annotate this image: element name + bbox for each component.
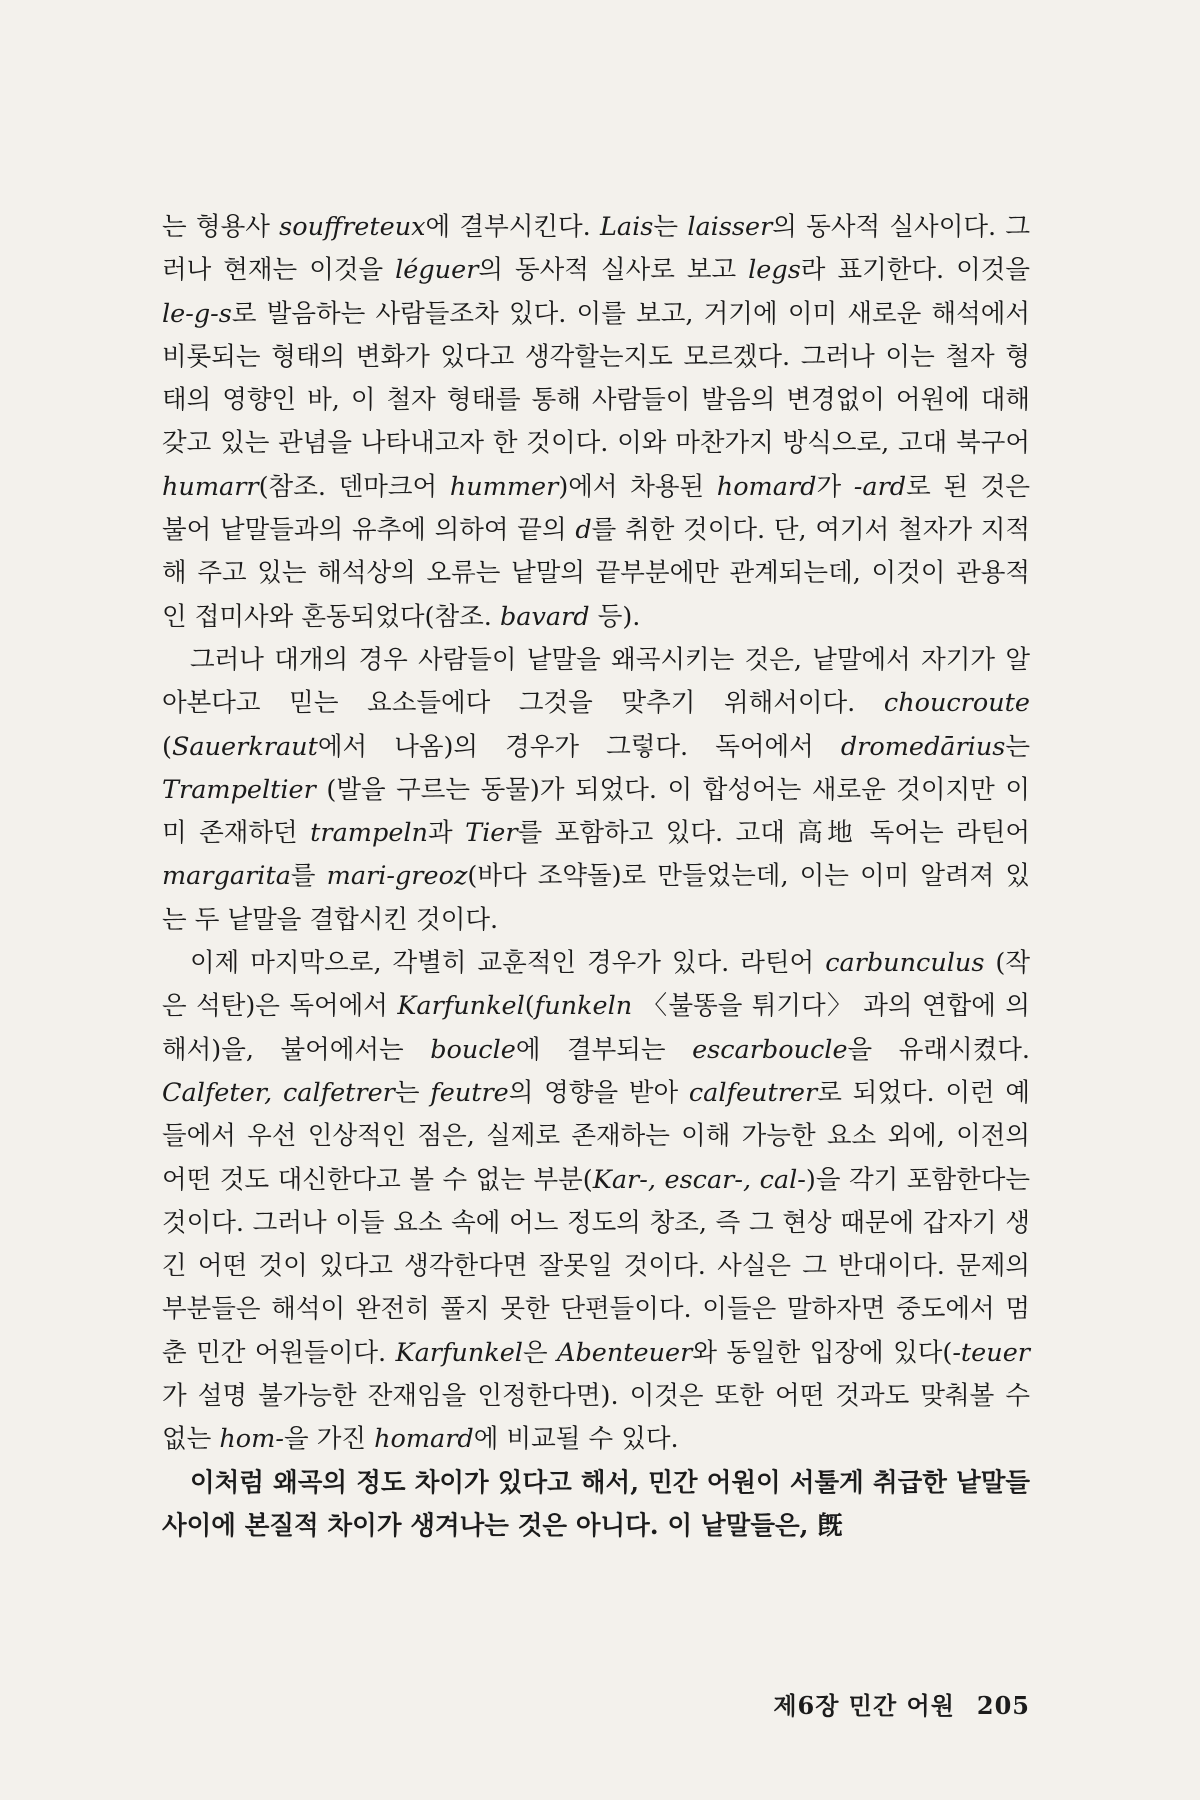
italic-term: Karfunkel — [395, 1337, 523, 1368]
text-run: 을 가진 — [283, 1424, 375, 1455]
text-run: 의 동사적 실사이다. 그러나 현재는 이것을 — [162, 212, 1030, 286]
text-run: (참조. 덴마크어 — [258, 471, 450, 502]
italic-term: legs — [748, 255, 801, 286]
italic-term: Calfeter, calfetrer — [162, 1077, 395, 1108]
text-run: 는 — [1005, 731, 1030, 762]
italic-term: bavard — [499, 601, 590, 632]
italic-term: souffreteux — [279, 212, 426, 242]
italic-term: dromedārius — [840, 731, 1006, 762]
italic-term: carbunculus — [825, 948, 985, 979]
text-run: 에 결부시킨다. — [425, 212, 600, 242]
body-paragraph — [162, 1462, 1030, 1549]
italic-term: calfeutrer — [688, 1077, 818, 1108]
italic-term: Kar-, escar-, cal- — [592, 1164, 806, 1195]
text-run: 는 — [653, 212, 688, 242]
italic-term: hummer — [449, 471, 559, 502]
text-run: (작은 석탄)은 독어에서 — [162, 948, 1030, 1022]
text-run: 에서 나옴)의 경우가 그렇다. 독어에서 — [317, 731, 841, 762]
italic-term: Sauerkraut — [171, 731, 318, 762]
italic-term: le-g-s — [162, 298, 232, 329]
text-run: 라 표기한다. 이것을 — [800, 255, 1030, 286]
text-run: 로 되었다. 이런 예들에서 우선 인상적인 점은, 실제로 존재하는 이해 가능한 요소 외에, 이전의 어떤 것도 대신한다고 볼 수 없는 부분( — [162, 1077, 1031, 1195]
text-run: 에 결부되는 — [515, 1034, 693, 1065]
text-run: 를 취한 것이다. 단, 여기서 철자가 지적해 주고 있는 해석상의 오류는 낱말의 끝부분에만 관계되는데, 이것이 관용적인 접미사와 혼동되었다(참조. — [162, 515, 1030, 632]
italic-term: mari-greoz — [326, 861, 468, 892]
italic-term: trampeln — [310, 818, 428, 849]
italic-term: Lais — [600, 212, 654, 242]
body-paragraph — [162, 639, 1030, 942]
italic-term: d — [575, 515, 592, 546]
text-run: ( — [524, 991, 535, 1022]
italic-term: hom- — [219, 1424, 284, 1455]
text-run: ( — [162, 731, 172, 762]
text-run: 그러나 대개의 경우 사람들이 낱말을 왜곡시키는 것은, 낱말에서 자기가 알아본다고 믿는 요소들에다 그것을 맞추기 위해서이다. — [162, 644, 1030, 719]
chapter-title: 제6장 민간 어원 — [773, 1691, 955, 1720]
italic-term: -ard — [853, 471, 907, 502]
italic-term: margarita — [162, 861, 291, 892]
text-run: (바다 조약돌)로 만들었는데, 이는 이미 알려져 있는 두 낱말을 결합시킨 것이다. — [162, 861, 1030, 935]
text-run: 〈불똥을 튀기다〉 과의 연합에 의해서)을, 불어에서는 — [162, 991, 1030, 1065]
italic-term: escarboucle — [692, 1034, 848, 1065]
text-run: 의 영향을 받아 — [508, 1077, 689, 1108]
italic-term: funkeln — [534, 991, 633, 1022]
italic-term: léguer — [395, 255, 479, 286]
text-run: 는 형용사 — [162, 212, 280, 242]
body-paragraph — [162, 206, 1030, 639]
italic-term: homard — [716, 471, 817, 502]
text-run: 가 설명 불가능한 잔재임을 인정한다면). 이것은 또한 어떤 것과도 맞춰볼 수 없는 — [162, 1381, 1030, 1455]
italic-term: choucroute — [883, 688, 1030, 719]
running-footer — [700, 1686, 1030, 1721]
text-run: 이처럼 왜곡의 정도 차이가 있다고 해서, 민간 어원이 서툴게 취급한 낱말들 사이에 본질적 차이가 생겨나는 것은 아니다. 이 낱말들은, 旣 — [162, 1467, 1030, 1541]
text-run: 은 — [522, 1337, 558, 1368]
italic-term: Karfunkel — [397, 991, 525, 1022]
text-run: 로 발음하는 사람들조차 있다. 이를 보고, 거기에 이미 새로운 해석에서 비롯되는 형태의 변화가 있다고 생각할는지도 모르겠다. 그러나 이는 철자 형태의 영향인 바, 이 철자 형태를 통해 사람들이 발음의 변경없이 어원에 대해 갖고 있는 관념을 나타내고자 한 것이다. 이와 마찬가지 방식으로, 고대 북구어 — [162, 298, 1030, 459]
italic-term: feutre — [430, 1077, 509, 1108]
body-paragraph — [162, 942, 1030, 1462]
text-run: 이제 마지막으로, 각별히 교훈적인 경우가 있다. 라틴어 — [190, 948, 826, 979]
text-run: 를 포함하고 있다. 고대 高地 독어는 라틴어 — [517, 818, 1030, 849]
italic-term: boucle — [430, 1034, 516, 1065]
text-run: 로 된 것은 불어 낱말들과의 유추에 의하여 끝의 — [162, 471, 1030, 546]
text-run: )을 각기 포함한다는 것이다. 그러나 이들 요소 속에 어느 정도의 창조, 즉 그 현상 때문에 갑자기 생긴 어떤 것이 있다고 생각한다면 잘못일 것이다. 사실은 그 반대이다. 문제의 부분들은 해석이 완전히 풀지 못한 단편들이다. 이들은 말하자면 중도에서 멈춘 민간 어원들이다. — [162, 1164, 1030, 1368]
text-run: (발을 구르는 동물)가 되었다. 이 합성어는 새로운 것이지만 이미 존재하던 — [162, 774, 1030, 849]
italic-term: laisser — [687, 212, 773, 242]
body-text — [162, 206, 1030, 1548]
text-run: 가 — [816, 471, 854, 502]
text-run: 과 — [428, 818, 466, 849]
text-run: 등). — [589, 601, 641, 632]
text-run: 를 — [290, 861, 327, 892]
text-run: 에 비교될 수 있다. — [473, 1424, 679, 1455]
italic-term: homard — [374, 1424, 474, 1455]
text-run: 는 — [394, 1077, 431, 1108]
text-run: 와 동일한 입장에 있다( — [692, 1337, 953, 1368]
page-number: 205 — [976, 1691, 1030, 1720]
italic-term: humarr — [162, 471, 259, 502]
italic-term: -teuer — [952, 1337, 1030, 1368]
italic-term: Tier — [465, 818, 518, 849]
text-run: 의 동사적 실사로 보고 — [478, 255, 749, 286]
text-run: 을 유래시켰다. — [847, 1034, 1030, 1065]
text-run: )에서 차용된 — [558, 471, 717, 502]
italic-term: Trampeltier — [162, 774, 316, 805]
italic-term: Abenteuer — [557, 1337, 693, 1368]
